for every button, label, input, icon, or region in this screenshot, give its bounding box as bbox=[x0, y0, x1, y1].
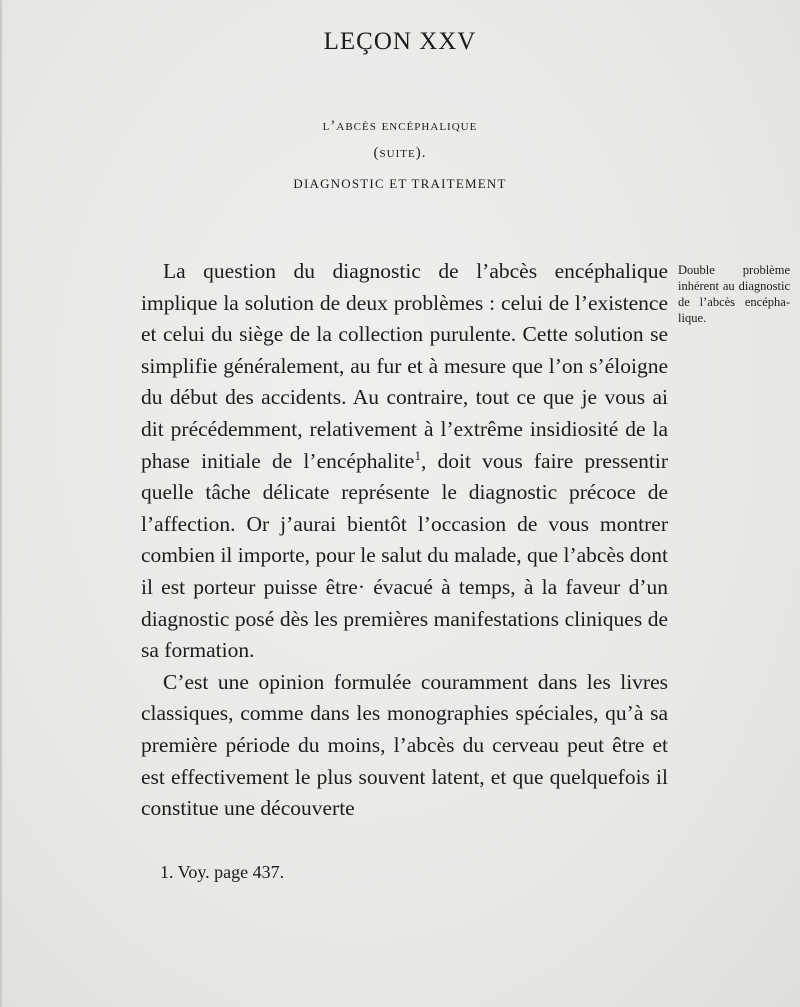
paragraph-1-part-b: , doit vous faire pressentir quelle tâche délicate représente le diagnostic précoce de l’affection. Or j’aurai bientôt l’occasion de vous montrer combien il importe, pour le salut du malade, que l’abcès dont il est porteur puisse être· évacué à temps, à la faveur d’un diagnostic posé dès les premières manifestations cliniques de sa formation. bbox=[141, 448, 668, 663]
footnote-reference[interactable]: 1 bbox=[414, 447, 421, 463]
footnote: 1. Voy. page 437. bbox=[160, 862, 285, 882]
section-heading: DIAGNOSTIC ET TRAITEMENT bbox=[293, 176, 507, 191]
margin-note: Double problème inhérent au diagnostic de l’abcès encéphalique. bbox=[678, 263, 790, 325]
section-title: l’abcès encéphalique bbox=[322, 118, 478, 134]
lesson-title: LEÇON XXV bbox=[323, 28, 477, 55]
paragraph-1-part-a: La question du diagnostic de l’abcès encéphalique implique la solution de deux problèmes : celui de l’existence et celui du siège de la collection purulente. Cette solution se simplifie généralement, au fur et à mesure que l’on s’éloigne du début des accidents. Au contraire, tout ce que je vous ai dit précédemment, relativement à l’extrême insidiosité de la phase initiale de l’encéphalite bbox=[141, 259, 668, 473]
paragraph-2: C’est une opinion formulée couramment dans les livres classiques, comme dans les monographies spéciales, qu’à sa première période du moins, l’abcès du cerveau peut être et est effectivement le plus souvent latent, et que quelquefois il constitue une découverte bbox=[141, 669, 668, 821]
body-text bbox=[141, 256, 668, 825]
paragraph-1 bbox=[141, 256, 668, 667]
section-subtitle: (suite). bbox=[373, 145, 427, 161]
